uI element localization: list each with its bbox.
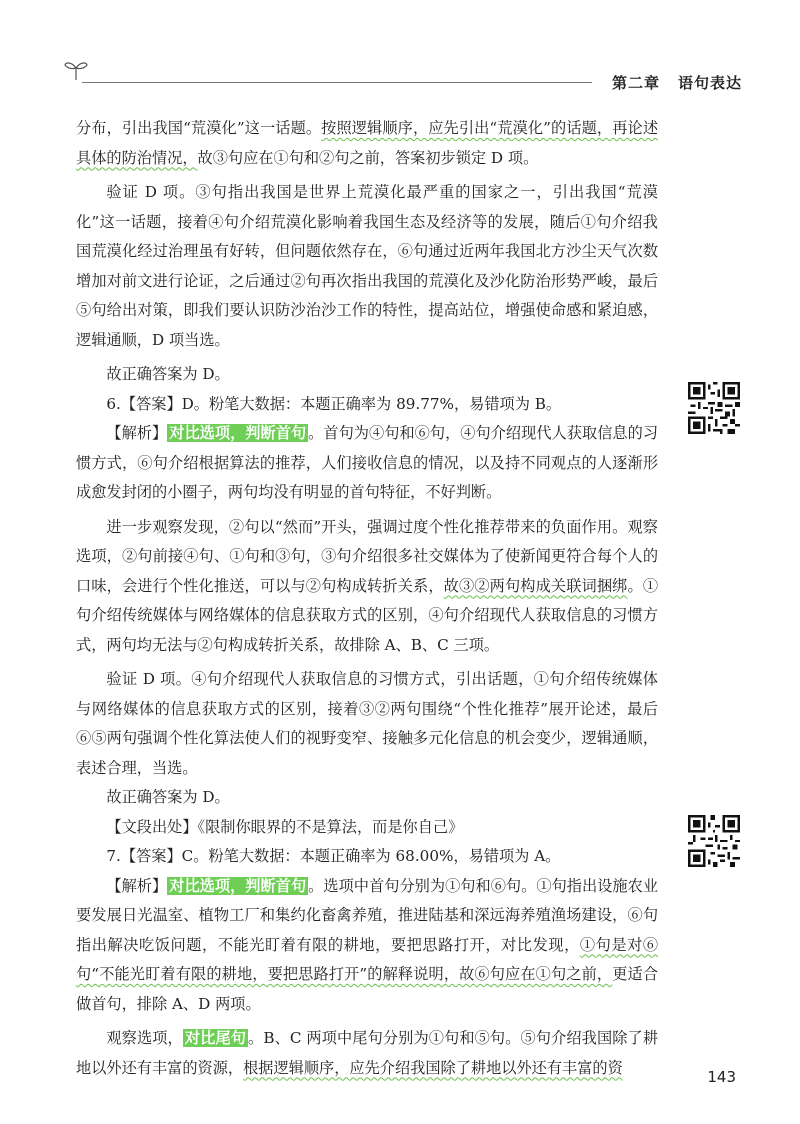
- text-span: 。B、C 两项中尾句分别为①句和⑤句。⑤句介绍我国除了耕地以外还有丰富的资源，: [76, 1029, 659, 1077]
- leaf-icon: [62, 58, 92, 82]
- chapter-number: 第二章: [611, 74, 660, 92]
- text-span: 故③句应在①句和②句之前，答案初步锁定 D 项。: [197, 148, 539, 167]
- paragraph: [76, 513, 658, 661]
- analysis-tag: 【解析】: [106, 876, 168, 895]
- paragraph: 验证 D 项。④句介绍现代人获取信息的习惯方式，引出话题，①句介绍传统媒体与网络媒体的信息获取方式的区别，接着③②两句围绕“个性化推荐”展开论述，最后⑥⑤两句强调个性化算法使人们的视野变窄、接触多元化信息的机会变少，逻辑通顺，表述合理，当选。: [76, 670, 658, 777]
- highlight-label: 对比选项，判断首句: [169, 876, 307, 895]
- text-span: 进一步观察发现，②句以“然而”开头，强调过度个性化推荐带来的负面作用。观察选项，②句前接④句、①句和③句，③句介绍很多社交媒体为了使新闻更符合每个人的口味，会进行个性化推送，可以与②句构成转折关系，: [76, 517, 658, 595]
- page-header: [62, 58, 742, 98]
- text-span: 分布，引出我国“荒漠化”这一话题。: [76, 119, 322, 137]
- analysis-q6: [76, 419, 658, 508]
- paragraph: [76, 114, 658, 173]
- answer-q7: 7.【答案】C。粉笔大数据：本题正确率为 68.00%，易错项为 A。: [106, 847, 561, 865]
- section-title: 语句表达: [677, 74, 742, 92]
- source-q6: 【文段出处】《限制你眼界的不是算法，而是你自己》: [106, 817, 464, 836]
- header-rule: [82, 82, 592, 83]
- paragraph: 故正确答案为 D。: [106, 788, 230, 806]
- text-span: 观察选项，: [106, 1029, 183, 1047]
- highlight-label: 对比选项，判断首句: [169, 424, 307, 442]
- paragraph: 故正确答案为 D。: [106, 365, 230, 383]
- underlined-text: 按照逻辑顺序，应先引出“荒漠化”的话题，再论述具体的防治情况，: [76, 119, 659, 167]
- page-body: [76, 114, 658, 1083]
- text-span: 更适合做首句，排除 A、D 两项。: [76, 965, 659, 1013]
- paragraph: 验证 D 项。③句指出我国是世界上荒漠化最严重的国家之一，引出我国“荒漠化”这一话题，接着④句介绍荒漠化影响着我国生态及经济等的发展，随后①句介绍我国荒漠化经过治理虽有好转，但问题依然存在，⑥句通过近两年我国北方沙尘天气次数增加对前文进行论证，之后通过②句再次指出我国的荒漠化及沙化防治形势严峻，最后⑤句给出对策，即我们要认识防沙治沙工作的特性，提高站位，增强使命感和紧迫感，逻辑通顺，D 项当选。: [76, 183, 658, 349]
- paragraph: [76, 1024, 658, 1083]
- qr-code-icon[interactable]: [688, 382, 740, 434]
- analysis-q7: [76, 872, 658, 1020]
- text-span: 。①句介绍传统媒体与网络媒体的信息获取方式的区别，④句介绍现代人获取信息的习惯方式，两句均无法与②句构成转折关系，故排除 A、B、C 三项。: [76, 576, 659, 654]
- qr-code-icon[interactable]: [688, 815, 740, 867]
- text-span: 。选项中首句分别为①句和⑥句。①句指出设施农业要发展日光温室、植物工厂和集约化畜禽养殖，推进陆基和深远海养殖渔场建设，⑥句指出解决吃饭问题，不能光盯着有限的耕地，要把思路打开，对比发现，: [76, 876, 659, 954]
- underlined-text: 故③②两句构成关联词捆绑: [443, 576, 628, 595]
- underlined-text: ①句是对⑥句“不能光盯着有限的耕地，要把思路打开”的解释说明，故⑥句应在①句之前，: [76, 935, 659, 983]
- chapter-heading: [612, 72, 742, 93]
- underlined-text: 根据逻辑顺序，应先介绍我国除了耕地以外还有丰富的资: [243, 1058, 623, 1077]
- highlight-label: 对比尾句: [184, 1029, 247, 1047]
- page-number: 143: [707, 1068, 736, 1086]
- text-span: 。首句为④句和⑥句，④句介绍现代人获取信息的习惯方式，⑥句介绍根据算法的推荐，人们接收信息的情况，以及持不同观点的人逐渐形成愈发封闭的小圈子，两句均没有明显的首句特征，不好判断。: [76, 424, 659, 501]
- answer-q6: 6.【答案】D。粉笔大数据：本题正确率为 89.77%，易错项为 B。: [106, 394, 562, 413]
- analysis-tag: 【解析】: [106, 424, 168, 442]
